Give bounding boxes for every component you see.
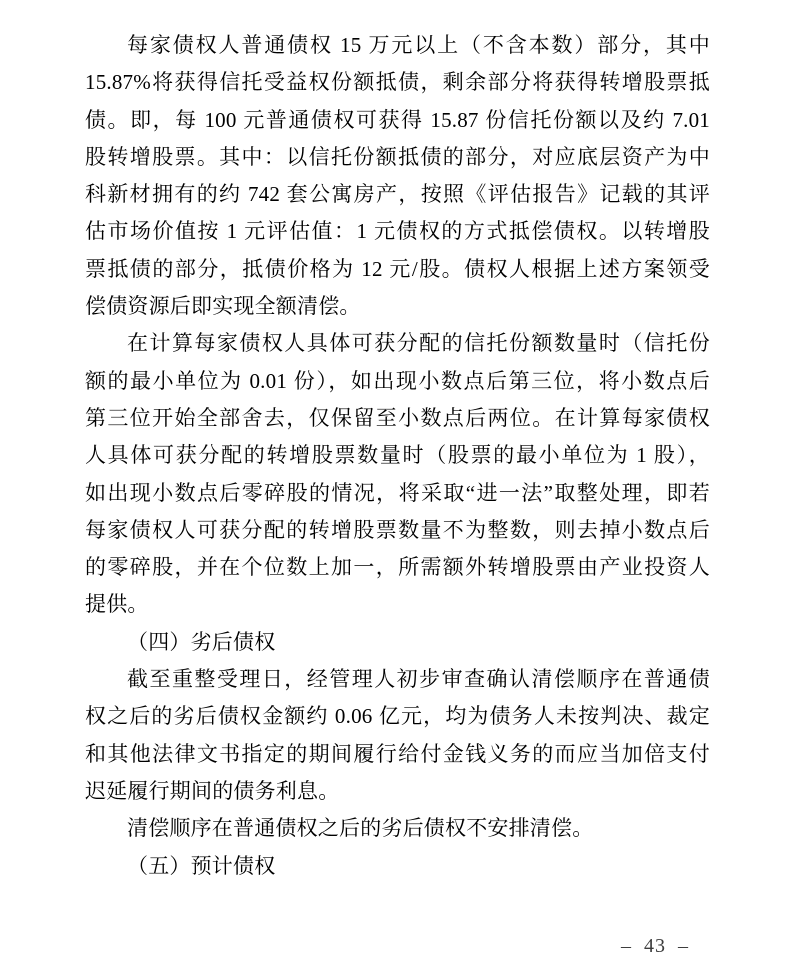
text-line: 每家债权人普通债权 15 万元以上（不含本数）部分，其中 — [127, 33, 710, 57]
text-line: 和其他法律文书指定的期间履行给付金钱义务的而应当加倍支付 — [85, 741, 710, 766]
text-line: 的零碎股，并在个位数上加一，所需额外转增股票由产业投资人 — [85, 555, 710, 580]
text-line: 清偿顺序在普通债权之后的劣后债权不安排清偿。 — [127, 816, 594, 841]
text-line: 第三位开始全部舍去，仅保留至小数点后两位。在计算每家债权 — [85, 405, 710, 430]
page-footer — [0, 934, 790, 964]
text-line: 在计算每家债权人具体可获分配的信托份额数量时（信托份 — [127, 331, 710, 356]
text-line: 估市场价值按 1 元评估值：1 元债权的方式抵偿债权。以转增股 — [85, 219, 710, 244]
text-line: 截至重整受理日，经管理人初步审查确认清偿顺序在普通债 — [127, 667, 710, 692]
text-line: 偿债资源后即实现全额清偿。 — [85, 294, 361, 319]
text-line: 提供。 — [85, 592, 149, 617]
section-heading: （五）预计债权 — [127, 853, 276, 878]
text-line: 人具体可获分配的转增股票数量时（股票的最小单位为 1 股）， — [85, 443, 710, 468]
heading-subordinated-claims — [85, 624, 710, 661]
document-body — [85, 27, 710, 885]
paragraph-subordinated-claims-amount — [85, 661, 710, 810]
text-line: 权之后的劣后债权金额约 0.06 亿元，均为债务人未按判决、裁定 — [85, 704, 710, 729]
page-number: – 43 – — [621, 935, 689, 957]
text-line: 债。即，每 100 元普通债权可获得 15.87 份信托份额以及约 7.01 — [85, 107, 710, 132]
paragraph-ordinary-claims-repayment — [85, 27, 710, 325]
text-line: 票抵债的部分，抵债价格为 12 元/股。债权人根据上述方案领受 — [85, 256, 710, 281]
text-line: 15.87%将获得信托受益权份额抵债，剩余部分将获得转增股票抵 — [85, 70, 710, 95]
text-line: 额的最小单位为 0.01 份），如出现小数点后第三位，将小数点后 — [85, 368, 710, 393]
section-heading: （四）劣后债权 — [127, 629, 276, 654]
text-line: 每家债权人可获分配的转增股票数量不为整数，则去掉小数点后 — [85, 517, 710, 542]
text-line: 股转增股票。其中：以信托份额抵债的部分，对应底层资产为中 — [85, 144, 710, 169]
heading-estimated-claims — [85, 848, 710, 885]
text-line: 如出现小数点后零碎股的情况，将采取“进一法”取整处理，即若 — [85, 480, 710, 505]
paragraph-allocation-rounding-rules — [85, 325, 710, 623]
text-line: 科新材拥有的约 742 套公寓房产，按照《评估报告》记载的其评 — [85, 182, 710, 207]
paragraph-subordinated-no-repayment — [85, 810, 710, 847]
text-line: 迟延履行期间的债务利息。 — [85, 778, 340, 803]
